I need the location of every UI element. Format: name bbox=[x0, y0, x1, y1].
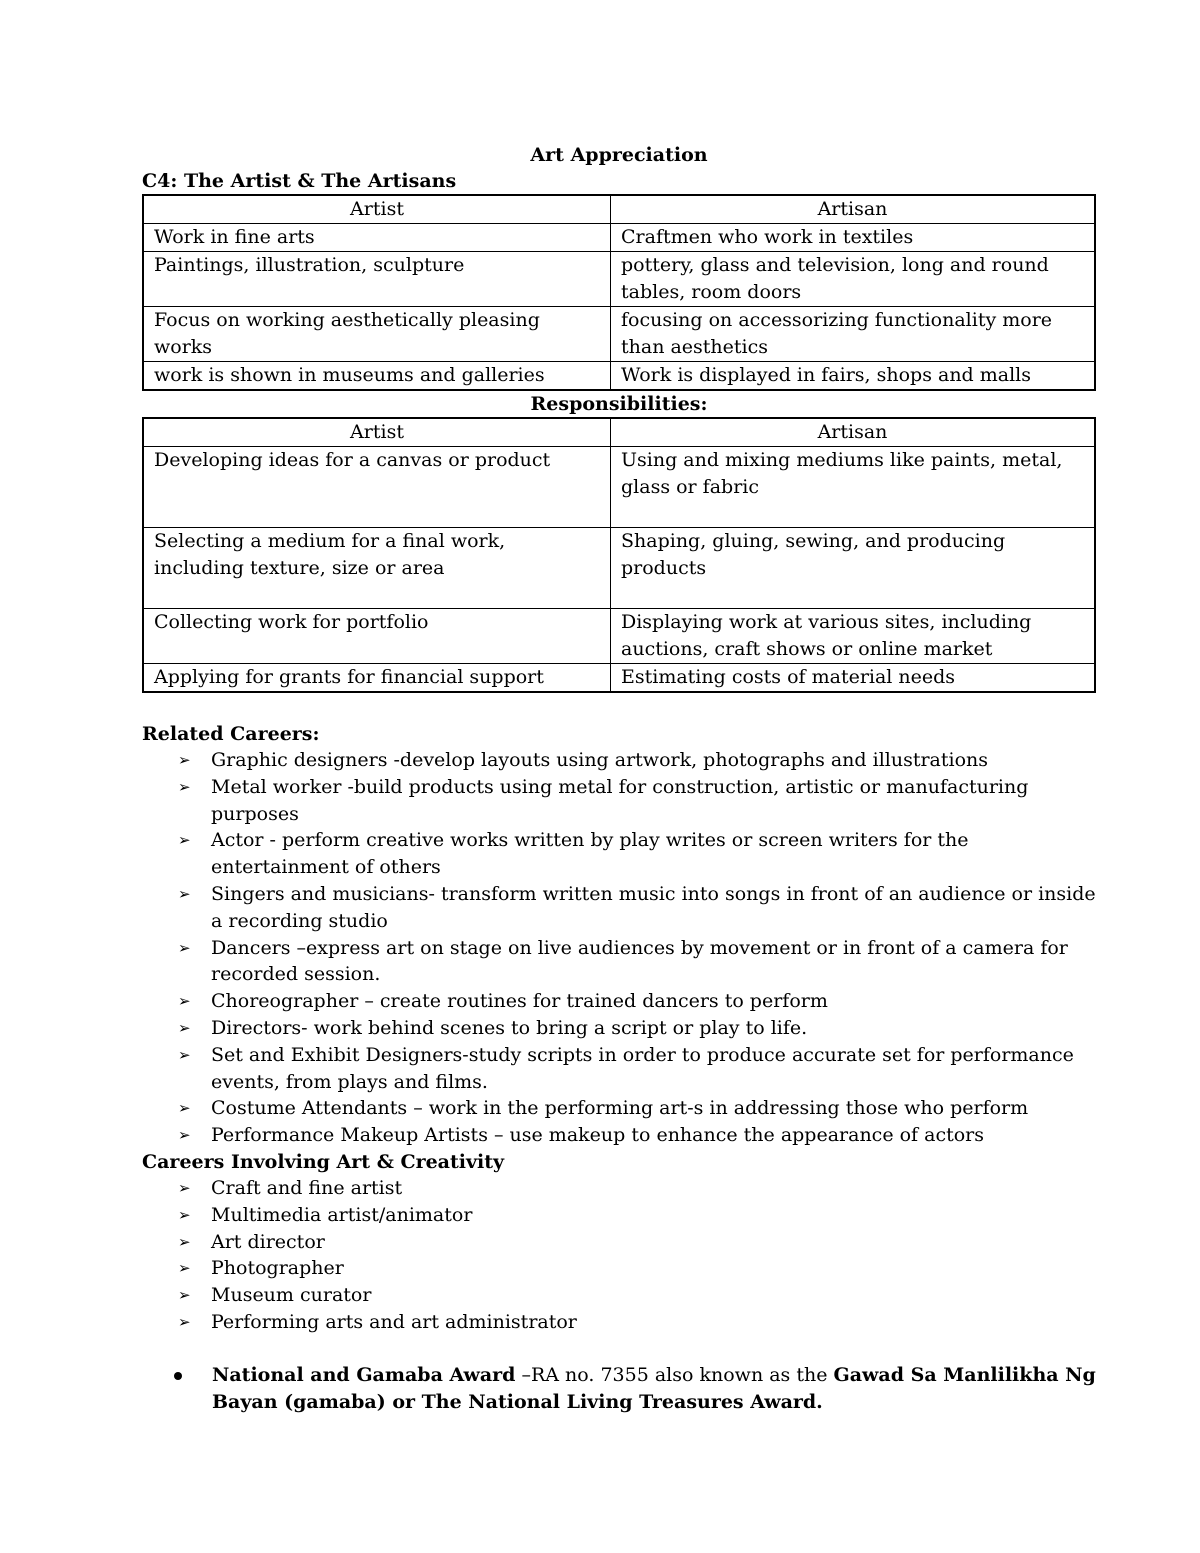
careers-creativity-list bbox=[142, 1175, 1096, 1336]
list-item bbox=[178, 1042, 1096, 1096]
list-item-text: Photographer bbox=[211, 1257, 344, 1280]
table-row bbox=[143, 447, 1095, 528]
careers-creativity-heading: Careers Involving Art & Creativity bbox=[142, 1150, 505, 1173]
award-bullet bbox=[142, 1362, 1096, 1416]
list-item-text: Art director bbox=[211, 1230, 325, 1253]
list-item-text: Performance Makeup Artists – use makeup to enhance the appearance of actors bbox=[211, 1124, 984, 1147]
table-cell: Paintings, illustration, sculpture bbox=[143, 252, 611, 307]
arrow-bullet-icon: ➢ bbox=[178, 938, 191, 957]
list-item bbox=[178, 1015, 1096, 1042]
award-text: –RA no. 7355 also known as the bbox=[515, 1363, 834, 1386]
list-item-text: Set and Exhibit Designers-study scripts in order to produce accurate set for performance events, from plays and films. bbox=[211, 1043, 1074, 1093]
arrow-bullet-icon: ➢ bbox=[178, 1099, 191, 1118]
table1-header-artist: Artist bbox=[143, 195, 611, 224]
related-careers-heading: Related Careers: bbox=[142, 723, 320, 745]
arrow-bullet-icon: ➢ bbox=[178, 1018, 191, 1037]
list-item-text: Choreographer – create routines for trained dancers to perform bbox=[211, 990, 828, 1013]
table-row bbox=[143, 362, 1095, 391]
list-item bbox=[178, 1229, 1096, 1256]
list-item bbox=[178, 747, 1096, 774]
list-item bbox=[178, 1282, 1096, 1309]
table-cell: Estimating costs of material needs bbox=[611, 664, 1096, 693]
list-item-text: Multimedia artist/animator bbox=[211, 1203, 473, 1226]
list-item-text: Graphic designers -develop layouts using artwork, photographs and illustrations bbox=[211, 749, 989, 771]
table-row bbox=[143, 609, 1095, 664]
table-row bbox=[143, 252, 1095, 307]
arrow-bullet-icon: ➢ bbox=[178, 1205, 191, 1224]
table-cell: Selecting a medium for a final work, including texture, size or area bbox=[143, 528, 611, 609]
table-cell: Shaping, gluing, sewing, and producing products bbox=[611, 528, 1096, 609]
list-item bbox=[178, 1309, 1096, 1336]
table-cell: Applying for grants for financial support bbox=[143, 664, 611, 693]
list-item bbox=[178, 881, 1096, 935]
table-cell: pottery, glass and television, long and round tables, room doors bbox=[611, 252, 1096, 307]
list-item bbox=[178, 988, 1096, 1015]
table-row bbox=[143, 528, 1095, 609]
list-item bbox=[178, 1202, 1096, 1229]
list-item bbox=[178, 1122, 1096, 1149]
list-item-text: Museum curator bbox=[211, 1284, 372, 1307]
arrow-bullet-icon: ➢ bbox=[178, 1126, 191, 1145]
list-item bbox=[178, 1255, 1096, 1282]
list-item bbox=[178, 774, 1096, 828]
list-item-text: Singers and musicians- transform written music into songs in front of an audience or inside a recording studio bbox=[211, 882, 1096, 932]
table-cell: Displaying work at various sites, including auctions, craft shows or online market bbox=[611, 609, 1096, 664]
related-careers-list bbox=[142, 747, 1096, 1149]
responsibilities-table bbox=[142, 417, 1096, 693]
arrow-bullet-icon: ➢ bbox=[178, 1045, 191, 1064]
table-cell: Focus on working aesthetically pleasing works bbox=[143, 307, 611, 362]
table-cell: Collecting work for portfolio bbox=[143, 609, 611, 664]
arrow-bullet-icon: ➢ bbox=[178, 1259, 191, 1278]
list-item-text: Craft and fine artist bbox=[211, 1176, 403, 1199]
arrow-bullet-icon: ➢ bbox=[178, 777, 191, 796]
arrow-bullet-icon: ➢ bbox=[178, 1178, 191, 1197]
page-title: Art Appreciation bbox=[530, 144, 708, 166]
list-item-text: Directors- work behind scenes to bring a script or play to life. bbox=[211, 1016, 808, 1039]
arrow-bullet-icon: ➢ bbox=[178, 992, 191, 1011]
table-row bbox=[143, 307, 1095, 362]
list-item-text: Dancers –express art on stage on live audiences by movement or in front of a camera for recorded session. bbox=[211, 936, 1068, 986]
award-title: National and Gamaba Award bbox=[212, 1363, 516, 1386]
chapter-subtitle: C4: The Artist & The Artisans bbox=[142, 170, 457, 192]
list-item bbox=[178, 827, 1096, 881]
document-page bbox=[142, 142, 1096, 1416]
list-item bbox=[178, 935, 1096, 989]
table-cell: focusing on accessorizing functionality more than aesthetics bbox=[611, 307, 1096, 362]
responsibilities-heading: Responsibilities: bbox=[530, 393, 708, 415]
artist-artisan-table bbox=[142, 194, 1096, 391]
list-item-text: Costume Attendants – work in the performing art-s in addressing those who perform bbox=[211, 1097, 1029, 1120]
list-item bbox=[178, 1175, 1096, 1202]
table-cell: Using and mixing mediums like paints, metal, glass or fabric bbox=[611, 447, 1096, 528]
table-cell: Craftmen who work in textiles bbox=[611, 224, 1096, 252]
bullet-dot-icon bbox=[174, 1372, 182, 1380]
award-name: Gawad Sa Manlilikha Ng Bayan (gamaba) or The National Living Treasures Award. bbox=[212, 1363, 1096, 1413]
arrow-bullet-icon: ➢ bbox=[178, 1232, 191, 1251]
arrow-bullet-icon: ➢ bbox=[178, 1312, 191, 1331]
table-cell: Work is displayed in fairs, shops and malls bbox=[611, 362, 1096, 391]
table1-header-artisan: Artisan bbox=[611, 195, 1096, 224]
table-row bbox=[143, 224, 1095, 252]
list-item bbox=[178, 1095, 1096, 1122]
table2-header-artisan: Artisan bbox=[611, 418, 1096, 447]
table-cell: Developing ideas for a canvas or product bbox=[143, 447, 611, 528]
table-cell: Work in fine arts bbox=[143, 224, 611, 252]
list-item-text: Actor - perform creative works written by play writes or screen writers for the entertainment of others bbox=[211, 829, 969, 879]
list-item-text: Metal worker -build products using metal for construction, artistic or manufacturing purposes bbox=[211, 775, 1029, 825]
arrow-bullet-icon: ➢ bbox=[178, 831, 191, 850]
arrow-bullet-icon: ➢ bbox=[178, 884, 191, 903]
arrow-bullet-icon: ➢ bbox=[178, 1286, 191, 1305]
table2-header-artist: Artist bbox=[143, 418, 611, 447]
list-item-text: Performing arts and art administrator bbox=[211, 1310, 577, 1333]
table-row bbox=[143, 664, 1095, 693]
arrow-bullet-icon: ➢ bbox=[178, 751, 191, 769]
table-cell: work is shown in museums and galleries bbox=[143, 362, 611, 391]
